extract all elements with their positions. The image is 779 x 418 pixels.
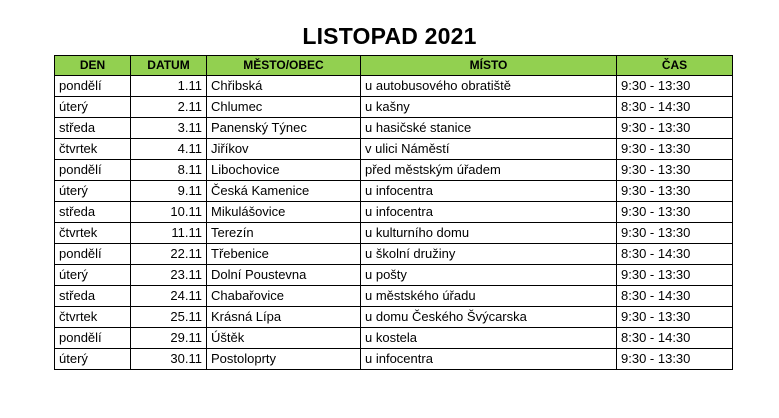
city-cell: Chlumec xyxy=(207,97,361,118)
date-cell: 25.11 xyxy=(131,307,207,328)
time-cell: 9:30 - 13:30 xyxy=(617,118,733,139)
place-cell: u infocentra xyxy=(361,349,617,370)
column-header-day: DEN xyxy=(55,56,131,76)
table-row xyxy=(55,97,733,118)
date-cell: 3.11 xyxy=(131,118,207,139)
time-cell: 8:30 - 14:30 xyxy=(617,328,733,349)
date-cell: 30.11 xyxy=(131,349,207,370)
date-cell: 11.11 xyxy=(131,223,207,244)
column-header-place: MÍSTO xyxy=(361,56,617,76)
table-row xyxy=(55,244,733,265)
day-cell: středa xyxy=(55,202,131,223)
city-cell: Česká Kamenice xyxy=(207,181,361,202)
table-body xyxy=(55,76,733,370)
date-cell: 29.11 xyxy=(131,328,207,349)
city-cell: Krásná Lípa xyxy=(207,307,361,328)
table-row xyxy=(55,328,733,349)
page-title: LISTOPAD 2021 xyxy=(302,23,477,49)
table-row xyxy=(55,76,733,97)
time-cell: 9:30 - 13:30 xyxy=(617,139,733,160)
city-cell: Postoloprty xyxy=(207,349,361,370)
time-cell: 8:30 - 14:30 xyxy=(617,97,733,118)
date-cell: 22.11 xyxy=(131,244,207,265)
city-cell: Chabařovice xyxy=(207,286,361,307)
table-header xyxy=(55,56,733,76)
date-cell: 1.11 xyxy=(131,76,207,97)
column-header-date: DATUM xyxy=(131,56,207,76)
city-cell: Dolní Poustevna xyxy=(207,265,361,286)
city-cell: Jiříkov xyxy=(207,139,361,160)
place-cell: u autobusového obratiště xyxy=(361,76,617,97)
place-cell: u domu Českého Švýcarska xyxy=(361,307,617,328)
date-cell: 23.11 xyxy=(131,265,207,286)
time-cell: 9:30 - 13:30 xyxy=(617,202,733,223)
day-cell: pondělí xyxy=(55,244,131,265)
date-cell: 24.11 xyxy=(131,286,207,307)
table-row xyxy=(55,349,733,370)
day-cell: úterý xyxy=(55,181,131,202)
place-cell: před městským úřadem xyxy=(361,160,617,181)
column-header-city: MĚSTO/OBEC xyxy=(207,56,361,76)
column-header-time: ČAS xyxy=(617,56,733,76)
table-row xyxy=(55,307,733,328)
place-cell: u kostela xyxy=(361,328,617,349)
time-cell: 9:30 - 13:30 xyxy=(617,265,733,286)
time-cell: 9:30 - 13:30 xyxy=(617,181,733,202)
table-row xyxy=(55,181,733,202)
day-cell: úterý xyxy=(55,97,131,118)
city-cell: Panenský Týnec xyxy=(207,118,361,139)
time-cell: 9:30 - 13:30 xyxy=(617,307,733,328)
table-row xyxy=(55,139,733,160)
day-cell: pondělí xyxy=(55,160,131,181)
time-cell: 9:30 - 13:30 xyxy=(617,349,733,370)
table-row xyxy=(55,286,733,307)
city-cell: Třebenice xyxy=(207,244,361,265)
time-cell: 9:30 - 13:30 xyxy=(617,160,733,181)
day-cell: středa xyxy=(55,286,131,307)
time-cell: 9:30 - 13:30 xyxy=(617,76,733,97)
schedule-table xyxy=(54,55,733,370)
place-cell: u infocentra xyxy=(361,181,617,202)
city-cell: Terezín xyxy=(207,223,361,244)
place-cell: v ulici Náměstí xyxy=(361,139,617,160)
place-cell: u pošty xyxy=(361,265,617,286)
city-cell: Chřibská xyxy=(207,76,361,97)
table-row xyxy=(55,265,733,286)
time-cell: 8:30 - 14:30 xyxy=(617,286,733,307)
date-cell: 2.11 xyxy=(131,97,207,118)
city-cell: Úštěk xyxy=(207,328,361,349)
place-cell: u kulturního domu xyxy=(361,223,617,244)
time-cell: 9:30 - 13:30 xyxy=(617,223,733,244)
day-cell: středa xyxy=(55,118,131,139)
date-cell: 4.11 xyxy=(131,139,207,160)
day-cell: úterý xyxy=(55,349,131,370)
table-row xyxy=(55,223,733,244)
day-cell: pondělí xyxy=(55,328,131,349)
place-cell: u infocentra xyxy=(361,202,617,223)
day-cell: pondělí xyxy=(55,76,131,97)
day-cell: čtvrtek xyxy=(55,223,131,244)
city-cell: Libochovice xyxy=(207,160,361,181)
header-row xyxy=(55,56,733,76)
time-cell: 8:30 - 14:30 xyxy=(617,244,733,265)
date-cell: 10.11 xyxy=(131,202,207,223)
place-cell: u městského úřadu xyxy=(361,286,617,307)
place-cell: u hasičské stanice xyxy=(361,118,617,139)
date-cell: 8.11 xyxy=(131,160,207,181)
day-cell: čtvrtek xyxy=(55,139,131,160)
table-row xyxy=(55,160,733,181)
day-cell: čtvrtek xyxy=(55,307,131,328)
date-cell: 9.11 xyxy=(131,181,207,202)
place-cell: u školní družiny xyxy=(361,244,617,265)
city-cell: Mikulášovice xyxy=(207,202,361,223)
day-cell: úterý xyxy=(55,265,131,286)
place-cell: u kašny xyxy=(361,97,617,118)
table-row xyxy=(55,202,733,223)
table-row xyxy=(55,118,733,139)
